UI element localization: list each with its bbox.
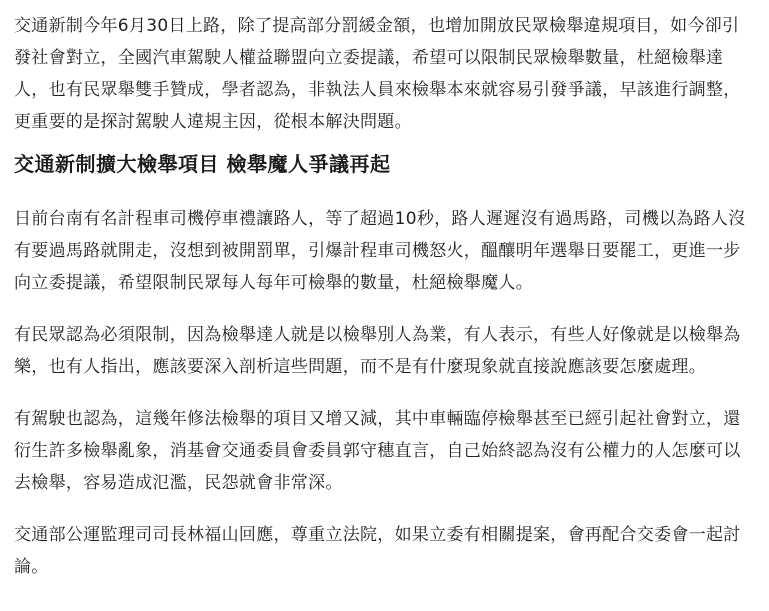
article-paragraph-driver-view: 有駕駛也認為，這幾年修法檢舉的項目又增又減，其中車輛臨停檢舉甚至已經引起社會對立，還衍生許多檢舉亂象，消基會交通委員會委員郭守穗直言，自己始終認為沒有公權力的人怎麼可以去檢舉，容易造成氾濫，民怨就會非常深。: [14, 409, 741, 493]
article-intro-paragraph: 交通新制今年6月30日上路，除了提高部分罰緩金額，也增加開放民眾檢舉違規項目，如今卻引發社會對立，全國汽車駕駛人權益聯盟向立委提議，希望可以限制民眾檢舉數量，杜絕檢舉達人，也有民眾舉雙手贊成，學者認為，非執法人員來檢舉本來就容易引發爭議，早該進行調整，更重要的是探討駕駛人違規主因，從根本解決問題。: [14, 16, 741, 132]
article-paragraph-ministry-response: 交通部公運監理司司長林福山回應，尊重立法院，如果立委有相關提案，會再配合交委會一起討論。: [14, 525, 741, 577]
article-paragraph-public-opinion: 有民眾認為必須限制，因為檢舉達人就是以檢舉別人為業，有人表示，有些人好像就是以檢舉為樂，也有人指出，應該要深入剖析這些問題，而不是有什麼現象就直接說應該要怎麼處理。: [14, 325, 741, 377]
article-section-headline: 交通新制擴大檢舉項目 檢舉魔人爭議再起: [14, 152, 391, 176]
article-paragraph-taxi: 日前台南有名計程車司機停車禮讓路人，等了超過10秒，路人遲遲沒有過馬路，司機以為路人沒有要過馬路就開走，沒想到被開罰單，引爆計程車司機怒火，醞釀明年選舉日要罷工，更進一步向立委提議，希望限制民眾每人每年可檢舉的數量，杜絕檢舉魔人。: [14, 209, 746, 293]
